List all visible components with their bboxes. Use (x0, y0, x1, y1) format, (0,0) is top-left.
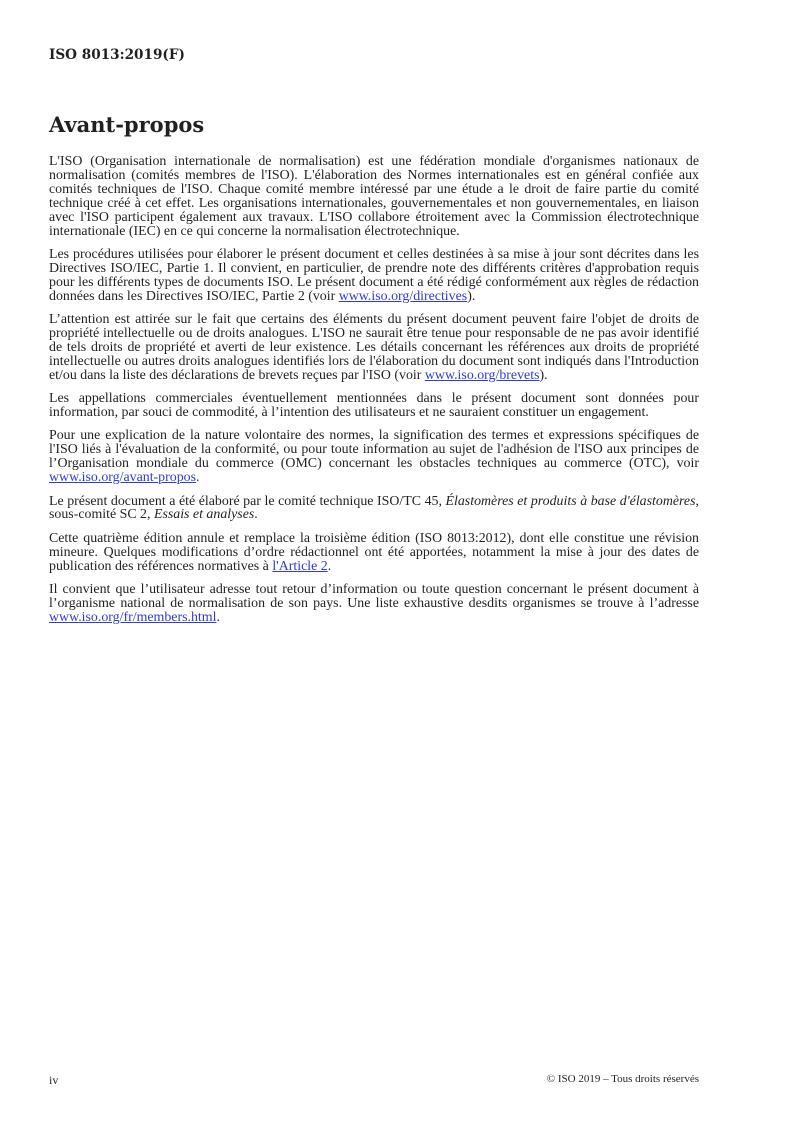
paragraph-patents (49, 313, 699, 383)
directives-link[interactable]: www.iso.org/directives (338, 288, 468, 304)
paragraph-edition (49, 532, 699, 574)
paragraph-text: , sous-comité SC 2, (49, 493, 699, 523)
article-2-link[interactable]: l'Article 2 (272, 558, 328, 574)
page-number: iv (49, 1073, 59, 1087)
paragraph-text: . (327, 558, 332, 574)
paragraph-text: Pour une explication de la nature volontaire des normes, la signification des termes et expressions spécifiques de l'ISO liés à l'évaluation de la conformité, ou pour toute information au sujet de l'adhésion de l'ISO aux principes de l’Organisation mondiale du commerce (OMC) concernant les obstacles techniques au commerce (OTC), voir (49, 428, 699, 472)
paragraph-procedures (49, 248, 699, 304)
paragraph-voluntary-nature (49, 429, 699, 485)
standard-reference: ISO 8013:2019(F) (49, 47, 185, 63)
paragraph-text: . (216, 609, 220, 625)
patents-link[interactable]: www.iso.org/brevets (424, 367, 540, 383)
paragraph-feedback (49, 583, 699, 625)
paragraph-text: Le présent document a été élaboré par le comité technique ISO/TC 45, (49, 493, 446, 509)
paragraph-trade-names: Les appellations commerciales éventuellement mentionnées dans le présent document sont données pour information, par souci de commodité, à l’intention des utilisateurs et ne sauraient constituer un engagement. (49, 391, 699, 420)
paragraph-committee (49, 495, 699, 523)
foreword-link[interactable]: www.iso.org/avant-propos (49, 470, 196, 486)
paragraph-text: . (254, 507, 258, 523)
paragraph-text: Les procédures utilisées pour élaborer le présent document et celles destinées à sa mise à jour sont décrites dans les Directives ISO/IEC, Partie 1. Il convient, en particulier, de prendre note des différents critères d'approbation requis pour les différents types de documents ISO. Le présent document a été rédigé conformément aux règles de rédaction données dans les Directives ISO/IEC, Partie 2 (voir (49, 246, 699, 304)
paragraph-text: ). (539, 367, 548, 383)
committee-title: Élastomères et produits à base d'élastomères (445, 493, 696, 509)
paragraph-iso-intro: L'ISO (Organisation internationale de normalisation) est une fédération mondiale d'organismes nationaux de normalisation (comités membres de l'ISO). L'élaboration des Normes internationales est en général confiée aux comités techniques de l'ISO. Chaque comité membre intéressé par une étude a le droit de faire partie du comité technique créé à cet effet. Les organisations internationales, gouvernementales et non gouvernementales, en liaison avec l'ISO participent également aux travaux. L'ISO collabore étroitement avec la Commission électrotechnique internationale (IEC) en ce qui concerne la normalisation électrotechnique. (49, 154, 699, 239)
paragraph-text: ). (467, 288, 476, 304)
paragraph-text: L’attention est attirée sur le fait que certains des éléments du présent document peuvent faire l'objet de droits de propriété intellectuelle ou de droits analogues. L'ISO ne saurait être tenue pour responsable de ne pas avoir identifié de tels droits de propriété et averti de leur existence. Les détails concernant les références aux droits de propriété intellectuelle ou autres droits analogues identifiés lors de l'élaboration du document sont indiqués dans l'Introduction et/ou dans la liste des déclarations de brevets reçues par l'ISO (voir (49, 312, 699, 383)
paragraph-text: Cette quatrième édition annule et remplace la troisième édition (ISO 8013:2012), dont elle constitue une révision mineure. Quelques modifications d’ordre rédactionnel ont été apportées, notamment la mise à jour des dates de publication des références normatives à (49, 530, 699, 574)
foreword-body (49, 155, 699, 634)
paragraph-text: Il convient que l’utilisateur adresse tout retour d’information ou toute question concernant le présent document à l’organisme national de normalisation de son pays. Une liste exhaustive desdits organismes se trouve à l’adresse (49, 582, 699, 611)
copyright-notice: © ISO 2019 – Tous droits réservés (546, 1073, 699, 1085)
page-title: Avant-propos (49, 112, 205, 137)
paragraph-text: . (196, 470, 200, 486)
subcommittee-title: Essais et analyses (153, 507, 255, 523)
members-link[interactable]: www.iso.org/fr/members.html (49, 609, 217, 625)
